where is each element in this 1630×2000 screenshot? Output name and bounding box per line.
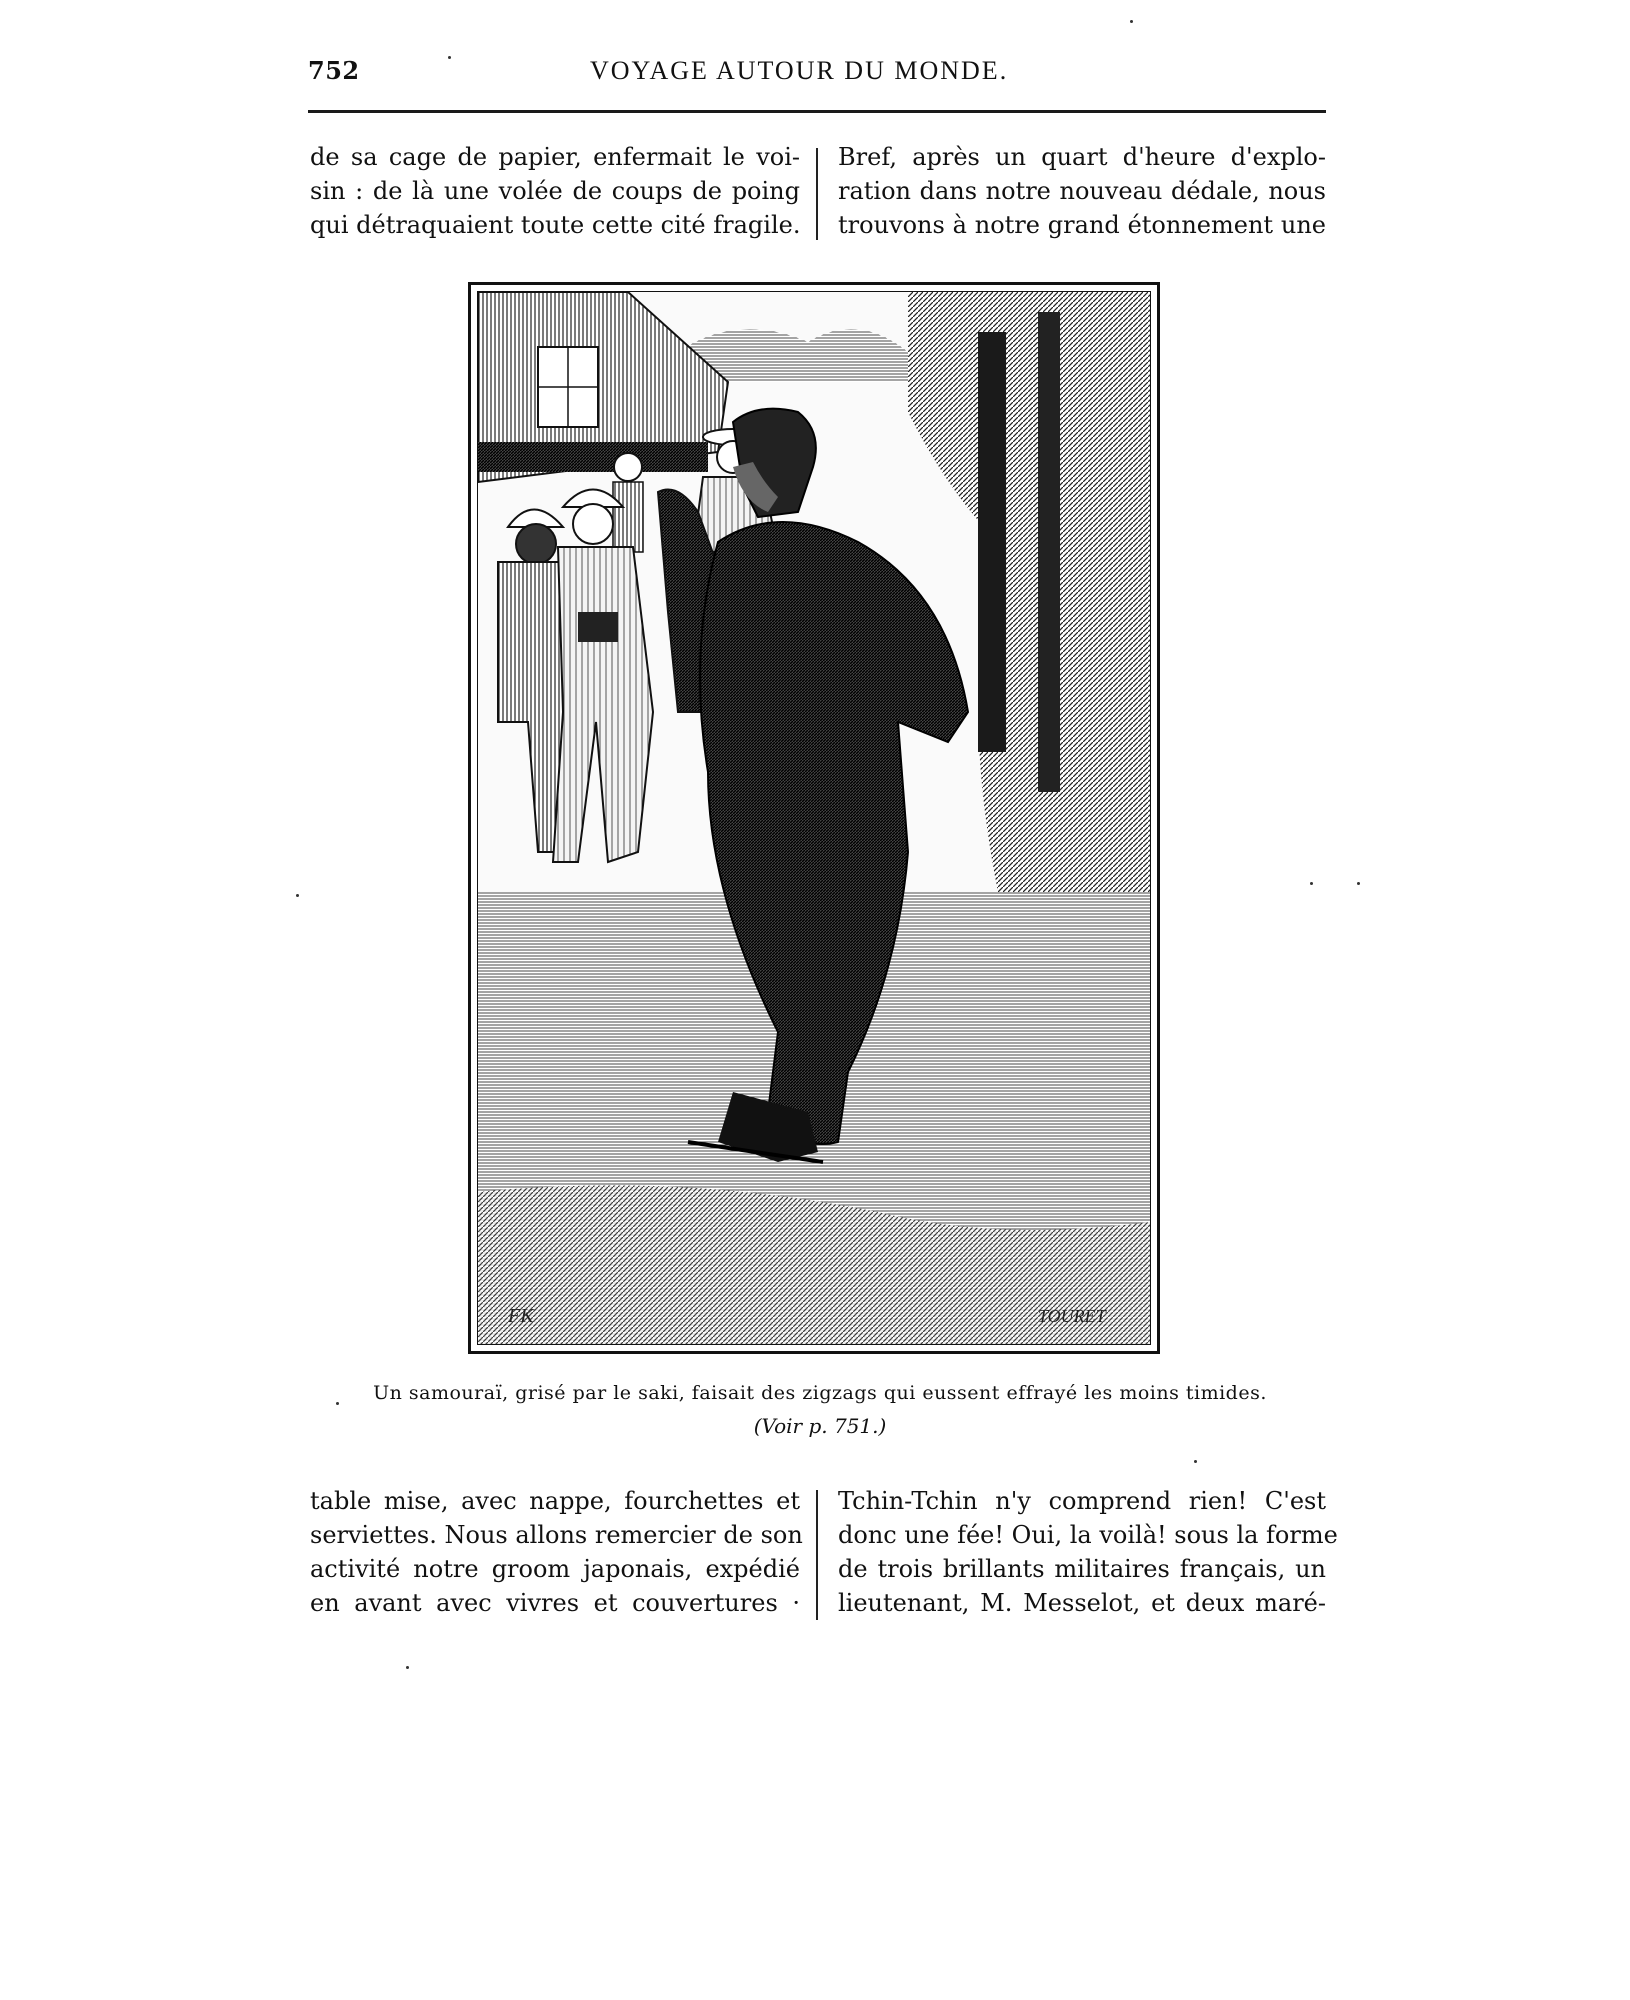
text-line: donc une fée! Oui, la voilà! sous la forme xyxy=(838,1521,1338,1549)
column-divider xyxy=(816,1490,818,1620)
tree-trunk xyxy=(978,332,1006,752)
print-speck xyxy=(1357,882,1360,885)
text-line: ration dans notre nouveau dédale, nous xyxy=(838,177,1326,205)
man-left-head xyxy=(516,524,556,564)
tree-trunk xyxy=(1038,312,1060,792)
engraver-signature-left: FK xyxy=(508,1305,534,1327)
man-center-sash xyxy=(578,612,618,642)
bottom-right-column xyxy=(838,1484,1338,1620)
text-line: activité notre groom japonais, expédié xyxy=(310,1555,800,1583)
print-speck xyxy=(296,894,299,897)
figure-reference: (Voir p. 751.) xyxy=(753,1414,887,1438)
engraver-signature-right: TOURET xyxy=(1038,1306,1106,1326)
text-line: serviettes. Nous allons remercier de son xyxy=(310,1521,803,1549)
text-line: de sa cage de papier, enfermait le voi- xyxy=(310,143,800,171)
running-title: VOYAGE AUTOUR DU MONDE. xyxy=(590,56,1009,85)
print-speck xyxy=(406,1666,409,1669)
text-line: en avant avec vivres et couvertures · xyxy=(310,1589,800,1617)
header-rule xyxy=(308,110,1326,113)
text-line: lieutenant, M. Messelot, et deux maré- xyxy=(838,1589,1326,1617)
man-center-head xyxy=(573,504,613,544)
print-speck xyxy=(448,56,451,59)
print-speck xyxy=(1194,1460,1197,1463)
column-divider xyxy=(816,148,818,240)
figure-caption: Un samouraï, grisé par le saki, faisait des zigzags qui eussent effrayé les moins timides. xyxy=(373,1382,1267,1404)
background-figure xyxy=(613,482,643,552)
text-line: trouvons à notre grand étonnement une xyxy=(838,211,1326,239)
print-speck xyxy=(1130,20,1133,23)
print-speck xyxy=(1310,882,1313,885)
text-line: table mise, avec nappe, fourchettes et xyxy=(310,1487,800,1515)
top-left-column xyxy=(310,140,800,242)
bottom-left-column xyxy=(310,1484,803,1620)
man-center-body xyxy=(553,547,653,862)
print-speck xyxy=(336,1402,339,1405)
engraving-figure xyxy=(468,282,1160,1354)
house-balcony xyxy=(478,442,708,472)
engraving-illustration xyxy=(478,292,1150,1344)
engraving-frame xyxy=(477,291,1151,1345)
text-line: de trois brillants militaires français, un xyxy=(838,1555,1326,1583)
top-right-column xyxy=(838,140,1326,242)
text-line: sin : de là une volée de coups de poing xyxy=(310,177,800,205)
text-line: qui détraquaient toute cette cité fragile. xyxy=(310,211,801,239)
text-line: Tchin-Tchin n'y comprend rien! C'est xyxy=(838,1487,1326,1515)
text-line: Bref, après un quart d'heure d'explo- xyxy=(838,143,1326,171)
page-number: 752 xyxy=(308,56,360,85)
